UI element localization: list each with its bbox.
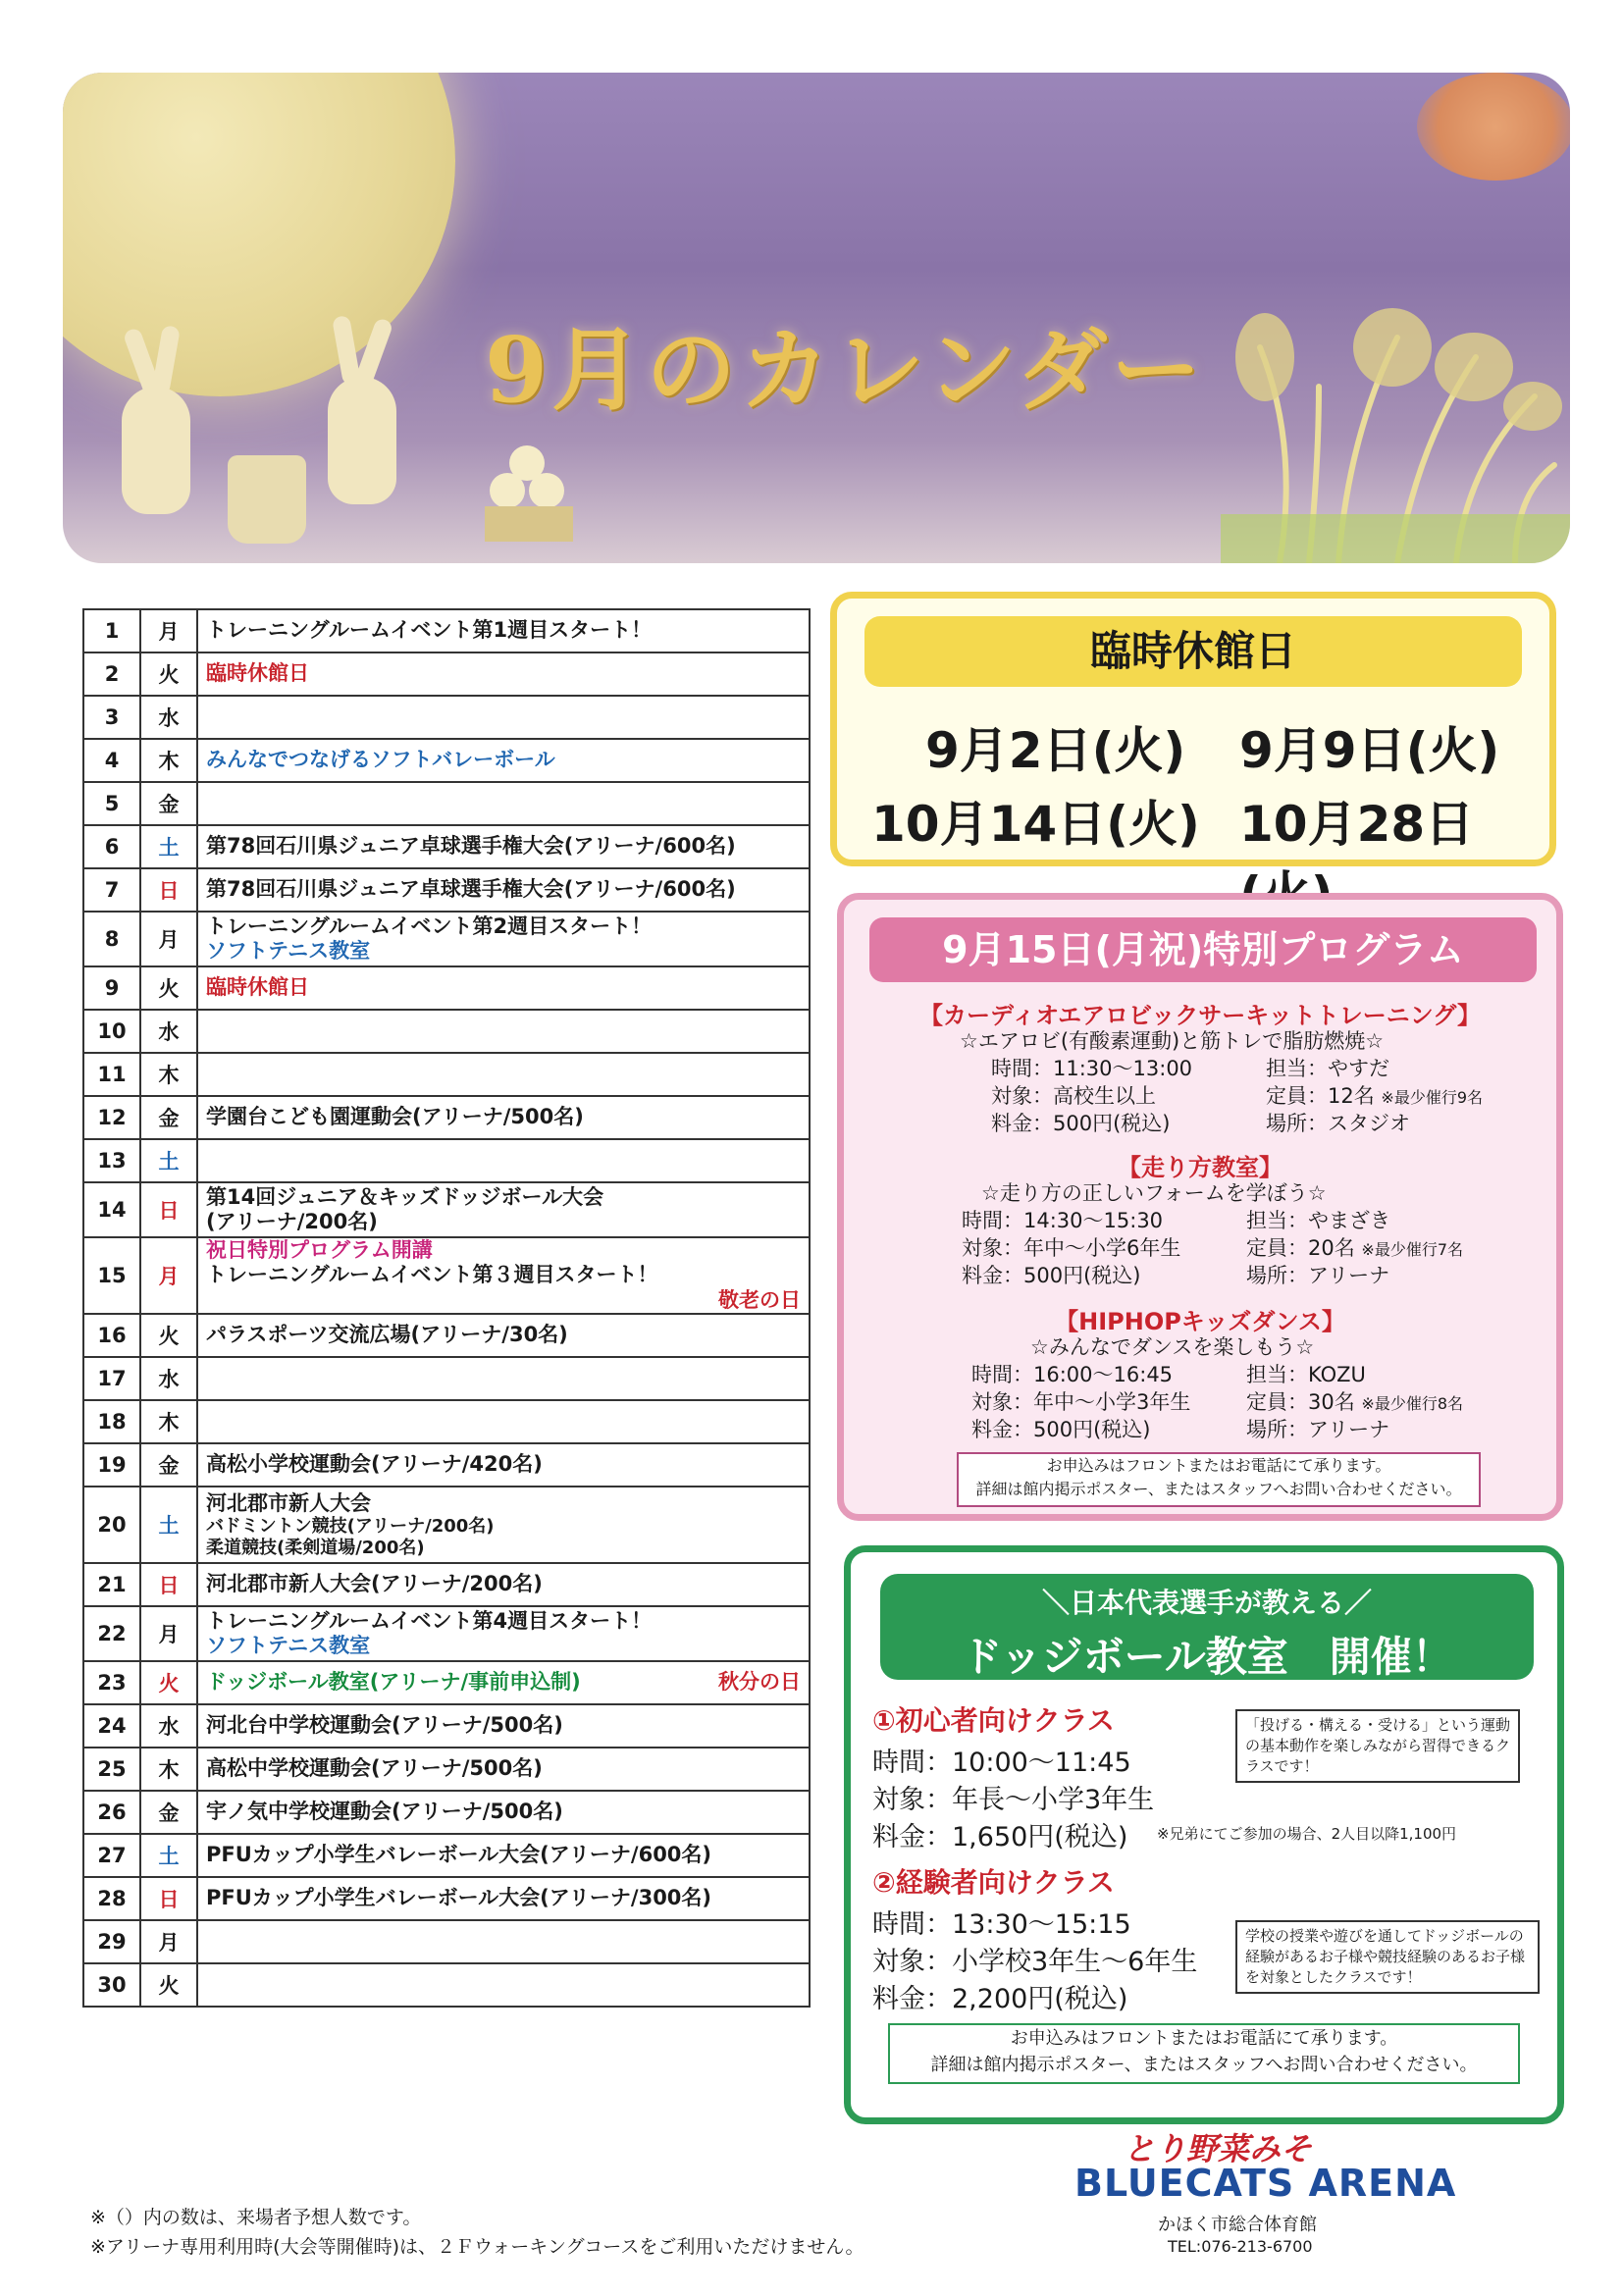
day-number: 12 — [83, 1096, 140, 1139]
event-cell — [197, 1704, 810, 1748]
rabbit-illustration — [122, 387, 190, 514]
event-line — [206, 1572, 801, 1596]
event-text: 宇ノ気中学校運動会(アリーナ/500名) — [206, 1800, 563, 1824]
event-cell — [197, 652, 810, 696]
day-number: 26 — [83, 1791, 140, 1834]
program-capacity — [1246, 1386, 1463, 1416]
calendar-row — [83, 609, 810, 652]
event-line — [206, 1263, 801, 1287]
calendar-row — [83, 1834, 810, 1877]
calendar-row — [83, 1661, 810, 1704]
capacity-note: ※最少催行8名 — [1361, 1394, 1464, 1413]
weekday: 火 — [140, 966, 197, 1010]
event-cell — [197, 1487, 810, 1563]
closure-date: 9月2日(火) — [925, 722, 1186, 779]
program-subtitle: ☆みんなでダンスを楽しもう☆ — [1030, 1335, 1315, 1359]
event-cell — [197, 609, 810, 652]
note-line: 詳細は館内掲示ポスター、またはスタッフへお問い合わせください。 — [930, 2055, 1478, 2075]
event-cell — [197, 1834, 810, 1877]
day-number: 8 — [83, 912, 140, 966]
event-text: パラスポーツ交流広場(アリーナ/30名) — [206, 1323, 568, 1347]
event-text: 臨時休館日 — [206, 661, 309, 686]
event-cell — [197, 739, 810, 782]
event-text: 臨時休館日 — [206, 975, 309, 1000]
program-place: 場所：アリーナ — [1246, 1264, 1390, 1287]
weekday: 金 — [140, 782, 197, 825]
event-line — [206, 914, 801, 939]
calendar-row — [83, 1877, 810, 1920]
day-number: 30 — [83, 1963, 140, 2007]
capacity-value: 定員：20名 — [1246, 1236, 1355, 1260]
event-text: 第14回ジュニア＆キッズドッジボール大会 — [206, 1184, 604, 1209]
flower-illustration — [1417, 73, 1570, 181]
weekday: 火 — [140, 1314, 197, 1357]
day-number: 3 — [83, 696, 140, 739]
day-number: 6 — [83, 825, 140, 868]
event-text: ソフトテニス教室 — [206, 939, 371, 963]
calendar-row — [83, 868, 810, 912]
program-target: 対象：高校生以上 — [991, 1084, 1156, 1108]
event-line — [206, 1288, 801, 1313]
event-cell — [197, 825, 810, 868]
weekday: 月 — [140, 912, 197, 966]
program-target: 対象：年中～小学3年生 — [971, 1390, 1191, 1414]
calendar-row — [83, 1053, 810, 1096]
day-number: 9 — [83, 966, 140, 1010]
calendar-row — [83, 912, 810, 966]
weekday: 水 — [140, 1010, 197, 1053]
application-note — [888, 2023, 1520, 2084]
program-place: 場所：アリーナ — [1246, 1418, 1390, 1441]
day-number: 10 — [83, 1010, 140, 1053]
weekday: 木 — [140, 1053, 197, 1096]
weekday: 日 — [140, 868, 197, 912]
event-text: 第78回石川県ジュニア卓球選手権大会(アリーナ/600名) — [206, 834, 736, 859]
program-time: 時間：14:30～15:30 — [962, 1209, 1164, 1232]
weekday: 木 — [140, 739, 197, 782]
program-capacity — [1246, 1232, 1463, 1262]
weekday: 月 — [140, 1920, 197, 1963]
program-subtitle: ☆走り方の正しいフォームを学ぼう☆ — [981, 1181, 1327, 1205]
event-text: 敬老の日 — [718, 1287, 801, 1312]
event-line — [206, 1185, 801, 1210]
weekday: 火 — [140, 652, 197, 696]
weekday: 木 — [140, 1748, 197, 1791]
calendar-row — [83, 1237, 810, 1314]
calendar-row — [83, 1357, 810, 1400]
weekday: 土 — [140, 825, 197, 868]
calendar-row — [83, 1400, 810, 1443]
event-line — [206, 1452, 801, 1477]
weekday: 水 — [140, 1704, 197, 1748]
day-number: 16 — [83, 1314, 140, 1357]
day-number: 11 — [83, 1053, 140, 1096]
event-line — [206, 618, 801, 643]
event-text: PFUカップ小学生バレーボール大会(アリーナ/600名) — [206, 1843, 712, 1867]
day-number: 4 — [83, 739, 140, 782]
event-text: トレーニングルームイベント第1週目スタート！ — [206, 618, 653, 643]
day-number: 20 — [83, 1487, 140, 1563]
event-line — [206, 1713, 801, 1738]
event-cell — [197, 1053, 810, 1096]
weekday: 火 — [140, 1963, 197, 2007]
event-cell — [197, 966, 810, 1010]
holiday-label: 秋分の日 — [718, 1670, 801, 1695]
event-cell — [197, 1096, 810, 1139]
note-line: お申込みはフロントまたはお電話にて承ります。 — [1010, 2028, 1398, 2049]
day-number: 5 — [83, 782, 140, 825]
calendar-row — [83, 652, 810, 696]
program-fee: 料金：500円(税込) — [962, 1264, 1141, 1287]
program-subtitle: ☆エアロビ(有酸素運動)と筋トレで脂肪燃焼☆ — [960, 1029, 1385, 1053]
day-number: 1 — [83, 609, 140, 652]
event-calendar — [82, 608, 811, 2008]
event-text: 河北郡市新人大会 — [206, 1490, 371, 1515]
event-cell — [197, 1661, 810, 1704]
event-text: PFUカップ小学生バレーボール大会(アリーナ/300名) — [206, 1886, 712, 1910]
facility-name: かほく市総合体育館 — [1158, 2215, 1317, 2235]
class-time: 時間：13:30～15:15 — [872, 1909, 1131, 1940]
calendar-row — [83, 782, 810, 825]
class-fee: 料金：1,650円(税込) — [872, 1822, 1128, 1852]
event-line — [206, 1756, 801, 1781]
calendar-row — [83, 1704, 810, 1748]
event-text: トレーニングルームイベント第4週目スタート！ — [206, 1608, 653, 1633]
footer-note: ※アリーナ専用利用時(大会等開催時)は、２Ｆウォーキングコースをご利用いただけません。 — [90, 2236, 864, 2258]
closure-panel — [830, 592, 1556, 866]
day-number: 29 — [83, 1920, 140, 1963]
event-line — [206, 661, 801, 686]
calendar-row — [83, 1487, 810, 1563]
class-time: 時間：10:00～11:45 — [872, 1748, 1131, 1778]
event-cell — [197, 1563, 810, 1606]
event-text: 高松中学校運動会(アリーナ/500名) — [206, 1756, 543, 1781]
event-line — [206, 1516, 801, 1538]
event-line — [206, 1609, 801, 1634]
event-cell — [197, 1920, 810, 1963]
capacity-value: 定員：30名 — [1246, 1390, 1355, 1414]
calendar-row — [83, 1139, 810, 1182]
event-text: 祝日特別プログラム開講 — [206, 1238, 433, 1263]
program-fee: 料金：500円(税込) — [971, 1418, 1151, 1441]
event-text: トレーニングルームイベント第2週目スタート！ — [206, 913, 653, 938]
day-number: 27 — [83, 1834, 140, 1877]
calendar-row — [83, 1010, 810, 1053]
event-cell — [197, 1139, 810, 1182]
dodgeball-header — [880, 1574, 1534, 1680]
weekday: 木 — [140, 1400, 197, 1443]
event-line — [206, 1843, 801, 1867]
weekday: 土 — [140, 1834, 197, 1877]
weekday: 土 — [140, 1139, 197, 1182]
special-program-title: 9月15日(月祝)特別プログラム — [869, 917, 1537, 982]
moon-illustration — [63, 73, 455, 396]
mortar-illustration — [228, 455, 306, 544]
calendar-row — [83, 1096, 810, 1139]
calendar-row — [83, 1182, 810, 1237]
closure-title: 臨時休館日 — [864, 616, 1522, 687]
event-cell — [197, 1748, 810, 1791]
weekday: 水 — [140, 1357, 197, 1400]
dango-illustration — [475, 445, 583, 544]
sibling-discount-note: ※兄弟にてご参加の場合、2人目以降1,100円 — [1157, 1825, 1457, 1843]
rabbit-illustration — [328, 377, 396, 504]
weekday: 日 — [140, 1182, 197, 1237]
event-line — [206, 1238, 801, 1263]
event-cell — [197, 1791, 810, 1834]
calendar-row — [83, 696, 810, 739]
calendar-row — [83, 1963, 810, 2007]
event-cell — [197, 696, 810, 739]
arena-logo: BLUECATS ARENA — [1074, 2162, 1457, 2205]
event-cell — [197, 1963, 810, 2007]
day-number: 24 — [83, 1704, 140, 1748]
class-title: ①初心者向けクラス — [872, 1704, 1115, 1737]
calendar-row — [83, 1791, 810, 1834]
calendar-row — [83, 1314, 810, 1357]
calendar-row — [83, 1606, 810, 1661]
event-line — [206, 1634, 801, 1658]
class-description: 「投げる・構える・受ける」という運動の基本動作を楽しみながら習得できるクラスです！ — [1235, 1709, 1520, 1783]
class-fee: 料金：2,200円(税込) — [872, 1984, 1128, 2014]
program-heading: 【HIPHOPキッズダンス】 — [1055, 1308, 1345, 1335]
day-number: 23 — [83, 1661, 140, 1704]
event-line — [206, 975, 801, 1000]
event-text: ソフトテニス教室 — [206, 1634, 371, 1657]
event-text: 河北台中学校運動会(アリーナ/500名) — [206, 1713, 563, 1738]
class-target: 対象：小学校3年生～6年生 — [872, 1947, 1198, 1977]
event-cell — [197, 1357, 810, 1400]
event-line — [206, 1105, 801, 1129]
event-line — [206, 877, 801, 902]
weekday: 月 — [140, 1606, 197, 1661]
program-fee: 料金：500円(税込) — [991, 1112, 1171, 1135]
dodgeball-tagline: ＼日本代表選手が教える／ — [1041, 1587, 1372, 1619]
event-cell — [197, 1606, 810, 1661]
program-time: 時間：16:00～16:45 — [971, 1363, 1174, 1386]
program-instructor: 担当：やすだ — [1266, 1057, 1389, 1080]
event-line — [206, 1886, 801, 1910]
weekday: 金 — [140, 1443, 197, 1487]
program-instructor: 担当：やまざき — [1246, 1209, 1390, 1232]
day-number: 22 — [83, 1606, 140, 1661]
event-text: バドミントン競技(アリーナ/200名) — [206, 1516, 495, 1537]
event-text: 柔道競技(柔剣道場/200名) — [206, 1537, 425, 1558]
event-text: 学園台こども園運動会(アリーナ/500名) — [206, 1105, 584, 1129]
event-cell — [197, 1314, 810, 1357]
event-line — [206, 748, 801, 772]
capacity-note: ※最少催行7名 — [1361, 1240, 1464, 1259]
class-description: 学校の授業や遊びを通してドッジボールの経験があるお子様や競技経験のあるお子様を対象としたクラスです！ — [1235, 1920, 1540, 1994]
program-capacity — [1266, 1080, 1483, 1110]
day-number: 13 — [83, 1139, 140, 1182]
event-line — [206, 1323, 801, 1347]
calendar-row — [83, 1563, 810, 1606]
event-text: 高松小学校運動会(アリーナ/420名) — [206, 1452, 543, 1477]
header-banner — [63, 73, 1570, 563]
weekday: 月 — [140, 1237, 197, 1314]
weekday: 金 — [140, 1791, 197, 1834]
class-target: 対象：年長～小学3年生 — [872, 1785, 1155, 1815]
event-cell — [197, 912, 810, 966]
day-number: 19 — [83, 1443, 140, 1487]
event-cell — [197, 1877, 810, 1920]
day-number: 28 — [83, 1877, 140, 1920]
program-heading: 【走り方教室】 — [1118, 1154, 1283, 1181]
event-cell — [197, 1237, 810, 1314]
event-cell — [197, 1400, 810, 1443]
event-line — [206, 1800, 801, 1824]
program-place: 場所：スタジオ — [1266, 1112, 1410, 1135]
closure-date: 10月14日(火) — [871, 796, 1200, 853]
program-heading: 【カーディオエアロビックサーキットトレーニング】 — [919, 1002, 1481, 1029]
day-number: 18 — [83, 1400, 140, 1443]
weekday: 土 — [140, 1487, 197, 1563]
event-text: トレーニングルームイベント第３週目スタート！ — [206, 1263, 658, 1287]
calendar-row — [83, 1443, 810, 1487]
footer-note: ※（）内の数は、来場者予想人数です。 — [90, 2207, 422, 2228]
calendar-row — [83, 739, 810, 782]
application-note — [957, 1452, 1481, 1507]
capacity-note: ※最少催行9名 — [1381, 1088, 1484, 1107]
weekday: 日 — [140, 1563, 197, 1606]
event-cell — [197, 868, 810, 912]
event-line — [206, 1491, 801, 1516]
special-program-panel — [837, 893, 1563, 1521]
note-line: 詳細は館内掲示ポスター、またはスタッフへお問い合わせください。 — [975, 1480, 1462, 1498]
calendar-row — [83, 1748, 810, 1791]
event-line — [206, 1538, 801, 1559]
day-number: 7 — [83, 868, 140, 912]
event-text: 第78回石川県ジュニア卓球選手権大会(アリーナ/600名) — [206, 877, 736, 902]
day-number: 17 — [83, 1357, 140, 1400]
weekday: 日 — [140, 1877, 197, 1920]
event-line — [206, 939, 801, 964]
capacity-value: 定員：12名 — [1266, 1084, 1375, 1108]
day-number: 14 — [83, 1182, 140, 1237]
calendar-row — [83, 1920, 810, 1963]
telephone: TEL:076-213-6700 — [1168, 2237, 1313, 2256]
event-text: ドッジボール教室(アリーナ/事前申込制) — [206, 1670, 581, 1695]
day-number: 25 — [83, 1748, 140, 1791]
event-cell — [197, 1182, 810, 1237]
event-line — [206, 1670, 801, 1695]
event-text: みんなでつなげるソフトバレーボール — [206, 748, 555, 772]
sponsor-logo: とり野菜みそ — [1124, 2130, 1313, 2167]
program-target: 対象：年中～小学6年生 — [962, 1236, 1181, 1260]
closure-date: 10月28日 — [1239, 796, 1475, 853]
day-number: 2 — [83, 652, 140, 696]
event-text: 河北郡市新人大会(アリーナ/200名) — [206, 1572, 543, 1596]
dodgeball-title: ドッジボール教室 開催！ — [961, 1633, 1453, 1681]
event-line — [206, 834, 801, 859]
weekday: 水 — [140, 696, 197, 739]
weekday: 金 — [140, 1096, 197, 1139]
closure-date: 9月9日(火) — [1239, 722, 1500, 779]
event-cell — [197, 782, 810, 825]
day-number: 15 — [83, 1237, 140, 1314]
event-line — [206, 1210, 801, 1234]
calendar-row — [83, 825, 810, 868]
event-text: (アリーナ/200名) — [206, 1210, 378, 1233]
program-instructor: 担当：KOZU — [1246, 1363, 1366, 1386]
pampas-grass-illustration — [1221, 269, 1570, 563]
event-cell — [197, 1443, 810, 1487]
calendar-row — [83, 966, 810, 1010]
event-cell — [197, 1010, 810, 1053]
class-title: ②経験者向けクラス — [872, 1866, 1115, 1899]
program-time: 時間：11:30～13:00 — [991, 1057, 1193, 1080]
day-number: 21 — [83, 1563, 140, 1606]
page-title: 9月のカレンダー — [485, 317, 1206, 423]
note-line: お申込みはフロントまたはお電話にて承ります。 — [1046, 1456, 1391, 1475]
weekday: 火 — [140, 1661, 197, 1704]
dodgeball-panel — [844, 1545, 1564, 2124]
weekday: 月 — [140, 609, 197, 652]
